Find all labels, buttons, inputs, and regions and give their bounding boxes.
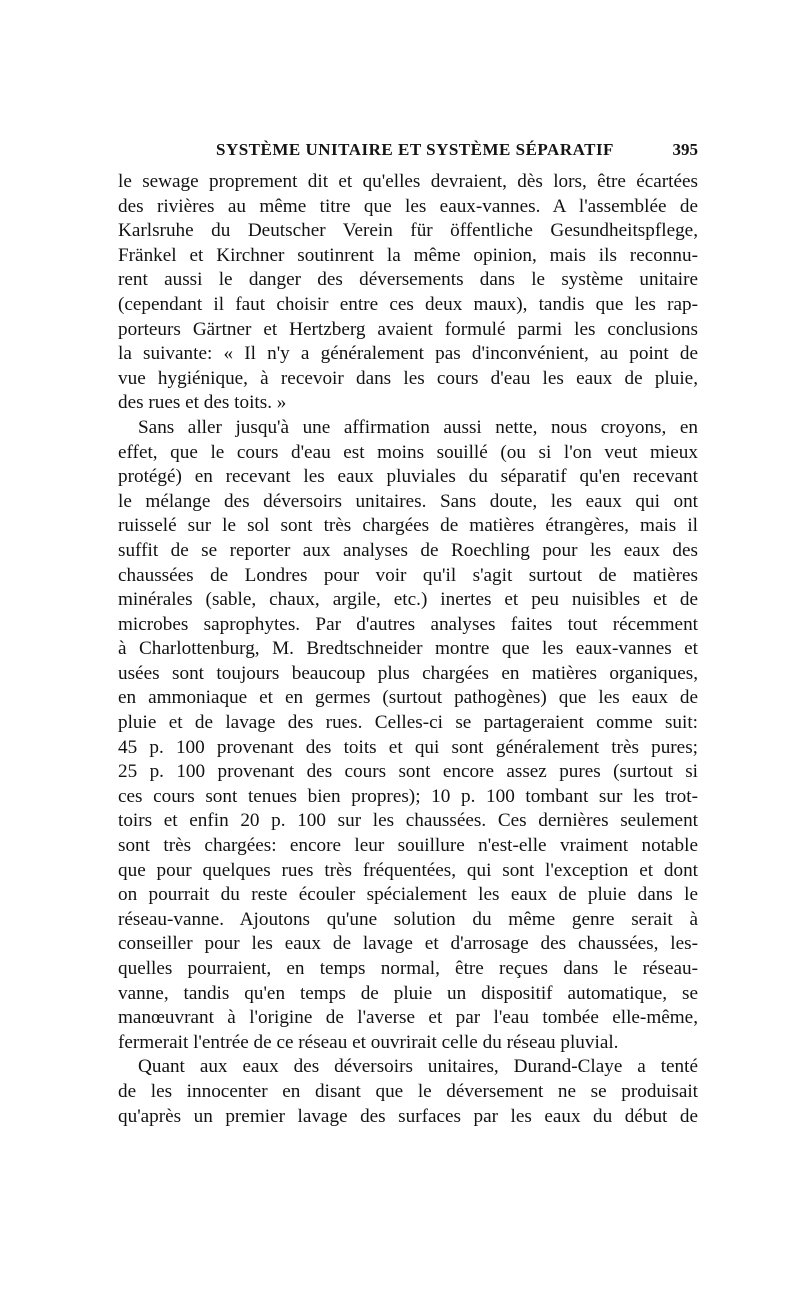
text-line: sont très chargées: encore leur souillure n'est-elle vraiment notable: [118, 835, 698, 857]
text-line: de les innocenter en disant que le déversement ne se produisait: [118, 1080, 698, 1102]
text-line: quelles pourraient, en temps normal, être reçues dans le réseau-: [118, 958, 698, 979]
paragraph: [118, 170, 698, 416]
text-line: (cependant il faut choisir entre ces deux maux), tandis que les rap-: [118, 293, 698, 315]
text-line: microbes saprophytes. Par d'autres analyses faites tout récemment: [118, 613, 698, 635]
text-line: Sans aller jusqu'à une affirmation aussi nette, nous croyons, en: [138, 416, 698, 438]
text-line: que pour quelques rues très fréquentées, qui sont l'exception et dont: [118, 859, 698, 881]
text-line: qu'après un premier lavage des surfaces par les eaux du début de: [118, 1105, 698, 1127]
page-header: [118, 140, 698, 168]
text-line: le sewage proprement dit et qu'elles devraient, dès lors, être écartées: [118, 171, 698, 192]
text-line: vue hygiénique, à recevoir dans les cours d'eau les eaux de pluie,: [118, 367, 698, 389]
running-title: SYSTÈME UNITAIRE ET SYSTÈME SÉPARATIF: [216, 140, 614, 159]
text-line: rent aussi le danger des déversements dans le système unitaire: [118, 269, 698, 291]
text-line: Karlsruhe du Deutscher Verein für öffentliche Gesundheitspflege,: [118, 220, 698, 242]
text-line: 25 p. 100 provenant des cours sont encore assez pures (surtout si: [118, 761, 698, 783]
text-line: des rues et des toits. »: [118, 392, 287, 414]
text-line: réseau-vanne. Ajoutons qu'une solution du même genre serait à: [118, 908, 698, 930]
text-line: à Charlottenburg, M. Bredtschneider montre que les eaux-vannes et: [118, 638, 698, 660]
text-line: en ammoniaque et en germes (surtout pathogènes) que les eaux de: [118, 687, 698, 709]
text-line: on pourrait du reste écouler spécialement les eaux de pluie dans le: [118, 884, 698, 906]
text-line: 45 p. 100 provenant des toits et qui sont généralement très pures;: [118, 736, 698, 758]
text-line: vanne, tandis qu'en temps de pluie un dispositif automatique, se: [118, 982, 698, 1004]
text-line: suffit de se reporter aux analyses de Roechling pour les eaux des: [118, 539, 698, 561]
text-line: Fränkel et Kirchner soutinrent la même opinion, mais ils reconnu-: [118, 244, 698, 266]
text-line: ruisselé sur le sol sont très chargées de matières étrangères, mais il: [118, 515, 698, 537]
text-line: Quant aux eaux des déversoirs unitaires, Durand-Claye a tenté: [138, 1056, 698, 1078]
text-line: le mélange des déversoirs unitaires. Sans doute, les eaux qui ont: [118, 490, 698, 512]
paragraph: [118, 1055, 698, 1129]
text-line: ces cours sont tenues bien propres); 10 p. 100 tombant sur les trot-: [118, 785, 698, 807]
paragraph: [118, 416, 698, 1055]
text-line: minérales (sable, chaux, argile, etc.) inertes et peu nuisibles et de: [118, 589, 698, 611]
text-line: toirs et enfin 20 p. 100 sur les chaussées. Ces dernières seulement: [118, 810, 698, 832]
text-line: des rivières au même titre que les eaux-vannes. A l'assemblée de: [118, 195, 698, 217]
text-line: chaussées de Londres pour voir qu'il s'agit surtout de matières: [118, 564, 698, 586]
text-line: fermerait l'entrée de ce réseau et ouvrirait celle du réseau pluvial.: [118, 1031, 619, 1053]
body-text: [118, 170, 698, 1129]
text-line: porteurs Gärtner et Hertzberg avaient formulé parmi les conclusions: [118, 318, 698, 340]
page-number: 395: [672, 140, 698, 159]
text-line: conseiller pour les eaux de lavage et d'arrosage des chaussées, les-: [118, 933, 698, 955]
text-line: effet, que le cours d'eau est moins souillé (ou si l'on veut mieux: [118, 441, 698, 463]
text-line: protégé) en recevant les eaux pluviales du séparatif qu'en recevant: [118, 466, 698, 488]
text-line: pluie et de lavage des rues. Celles-ci se partageraient comme suit:: [118, 712, 698, 734]
text-line: la suivante: « Il n'y a généralement pas d'inconvénient, au point de: [118, 343, 698, 365]
text-line: manœuvrant à l'origine de l'averse et par l'eau tombée elle-même,: [118, 1007, 698, 1029]
text-line: usées sont toujours beaucoup plus chargées en matières organiques,: [118, 662, 698, 684]
